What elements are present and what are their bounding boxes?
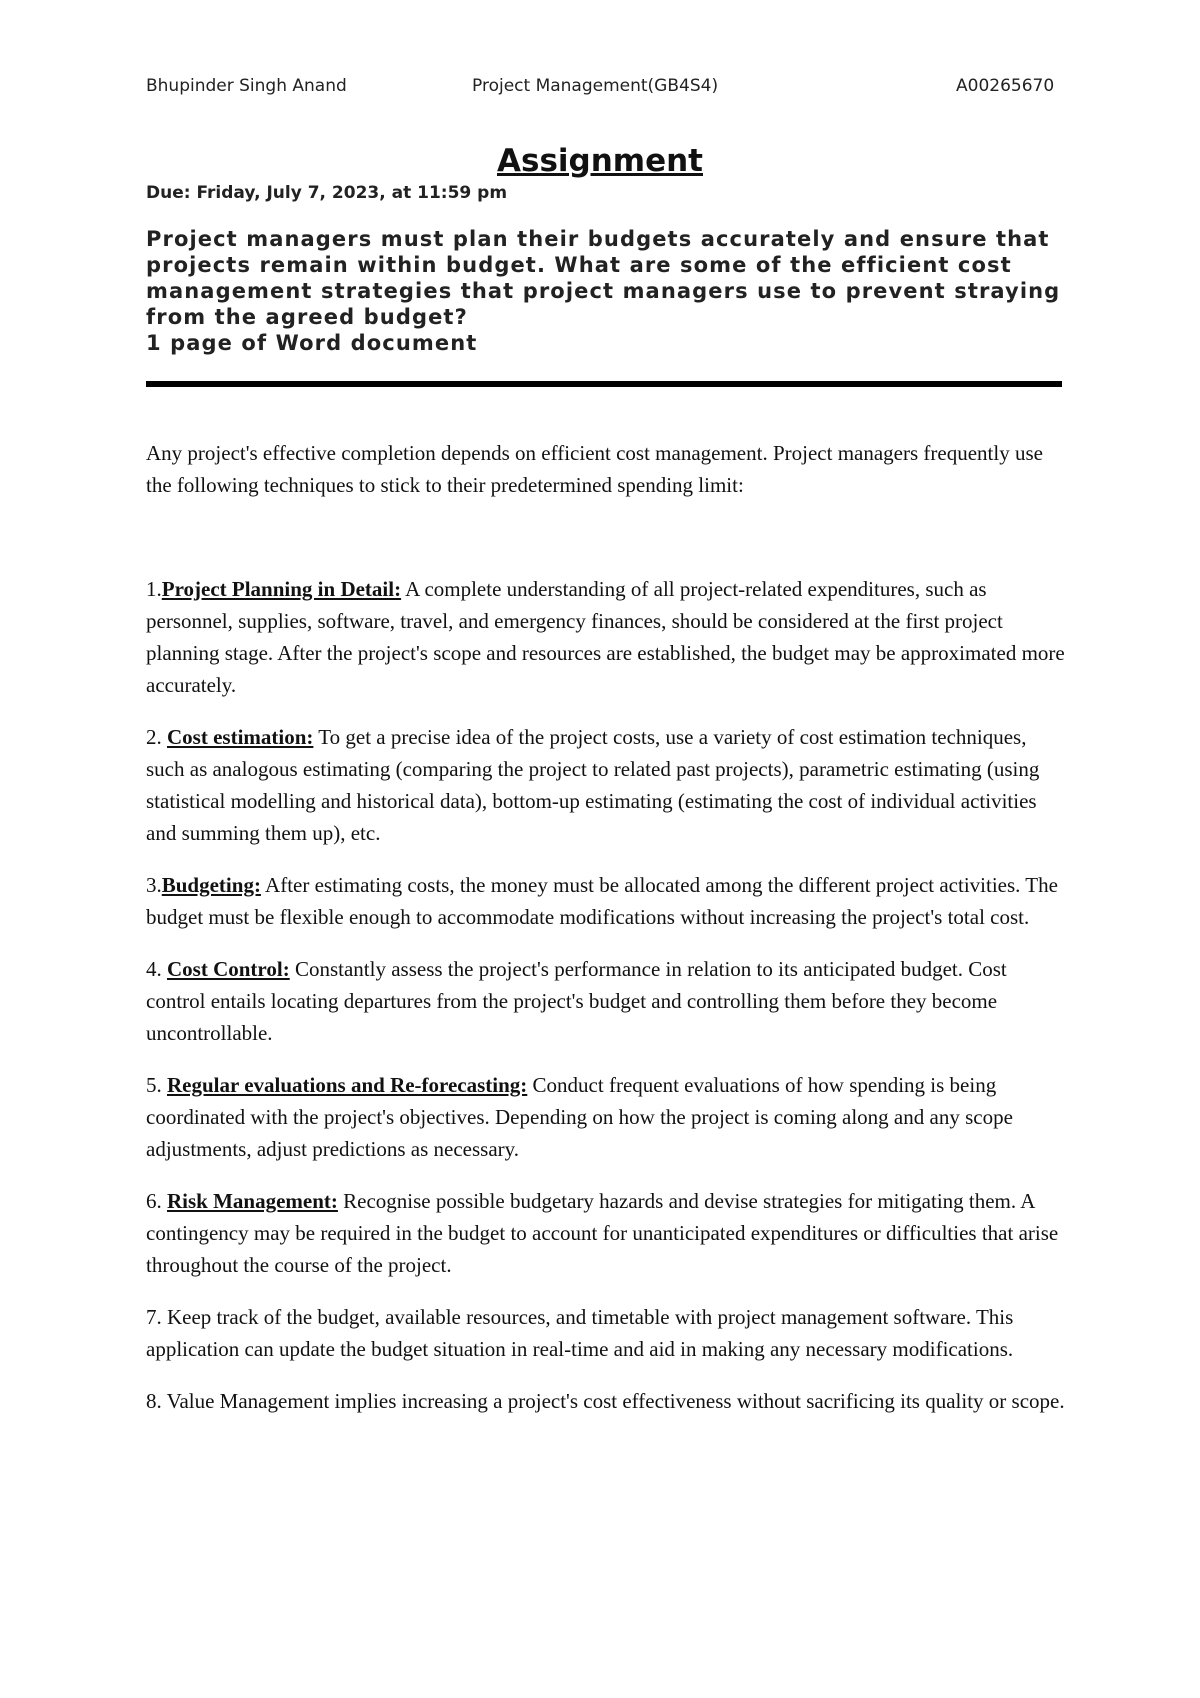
item-number: 5. [146,1073,167,1097]
item-text: Recognise possible budgetary hazards and devise strategies for mitigating them. A contingency may be required in the budget to account for unanticipated expenditures or difficulties that arise throughout the course of the project. [146,1189,1059,1277]
item-term: Budgeting: [161,873,261,897]
item-term: Cost Control: [167,957,290,981]
due-date: Due: Friday, July 7, 2023, at 11:59 pm [146,183,508,203]
list-item [146,1185,1066,1281]
list-item [146,573,1066,701]
item-number: 6. [146,1189,167,1213]
item-term: Regular evaluations and Re-forecasting: [167,1073,528,1097]
item-text: Conduct frequent evaluations of how spending is being coordinated with the project's objectives. Depending on how the project is coming along and any scope adjustments, adjust predictions as necessary. [146,1073,1013,1161]
item-term: Risk Management: [167,1189,338,1213]
item-term: Cost estimation: [167,725,314,749]
assignment-question [146,226,1066,356]
list-item [146,1069,1066,1165]
item-text: After estimating costs, the money must be allocated among the different project activities. The budget must be flexible enough to accommodate modifications without increasing the project's total cost. [146,873,1058,929]
list-item [146,953,1066,1049]
list-item [146,721,1066,849]
question-line: Project managers must plan their budgets accurately and ensure that [146,227,1050,251]
question-line: from the agreed budget? [146,305,468,329]
horizontal-divider [146,381,1062,387]
item-number: 3. [146,873,162,897]
item-term: Project Planning in Detail: [161,577,402,601]
question-line: management strategies that project managers use to prevent straying [146,279,1061,303]
list-item [146,1301,1066,1365]
list-item [146,869,1066,933]
question-line: projects remain within budget. What are some of the efficient cost [146,253,1012,277]
header-student-id: A00265670 [956,76,1055,96]
intro-paragraph: Any project's effective completion depends on efficient cost management. Project managers frequently use the following techniques to stick to their predetermined spending limit: [146,441,1043,497]
item-text: To get a precise idea of the project costs, use a variety of cost estimation techniques, such as analogous estimating (comparing the project to related past projects), parametric estimating (using statistical modelling and historical data), bottom-up estimating (estimating the cost of individual activities and summing them up), etc. [146,725,1040,845]
item-text: 8. Value Management implies increasing a project's cost effectiveness without sacrificing its quality or scope. [146,1389,1065,1413]
item-number: 1. [146,577,162,601]
item-text: 7. Keep track of the budget, available resources, and timetable with project management software. This application can update the budget situation in real-time and aid in making any necessary modifications. [146,1305,1014,1361]
header-course: Project Management(GB4S4) [472,76,719,96]
item-number: 4. [146,957,167,981]
item-text: Constantly assess the project's performance in relation to its anticipated budget. Cost control entails locating departures from the project's budget and controlling them before they become uncontrollable. [146,957,1007,1045]
list-item [146,1385,1066,1417]
strategy-list [146,573,1066,1437]
item-number: 2. [146,725,167,749]
document-title: Assignment [497,143,703,179]
item-text: A complete understanding of all project-related expenditures, such as personnel, supplies, software, travel, and emergency finances, should be considered at the first project planning stage. After the project's scope and resources are established, the budget may be approximated more accurately. [146,577,1065,697]
header-author: Bhupinder Singh Anand [146,76,347,96]
question-line: 1 page of Word document [146,331,478,355]
